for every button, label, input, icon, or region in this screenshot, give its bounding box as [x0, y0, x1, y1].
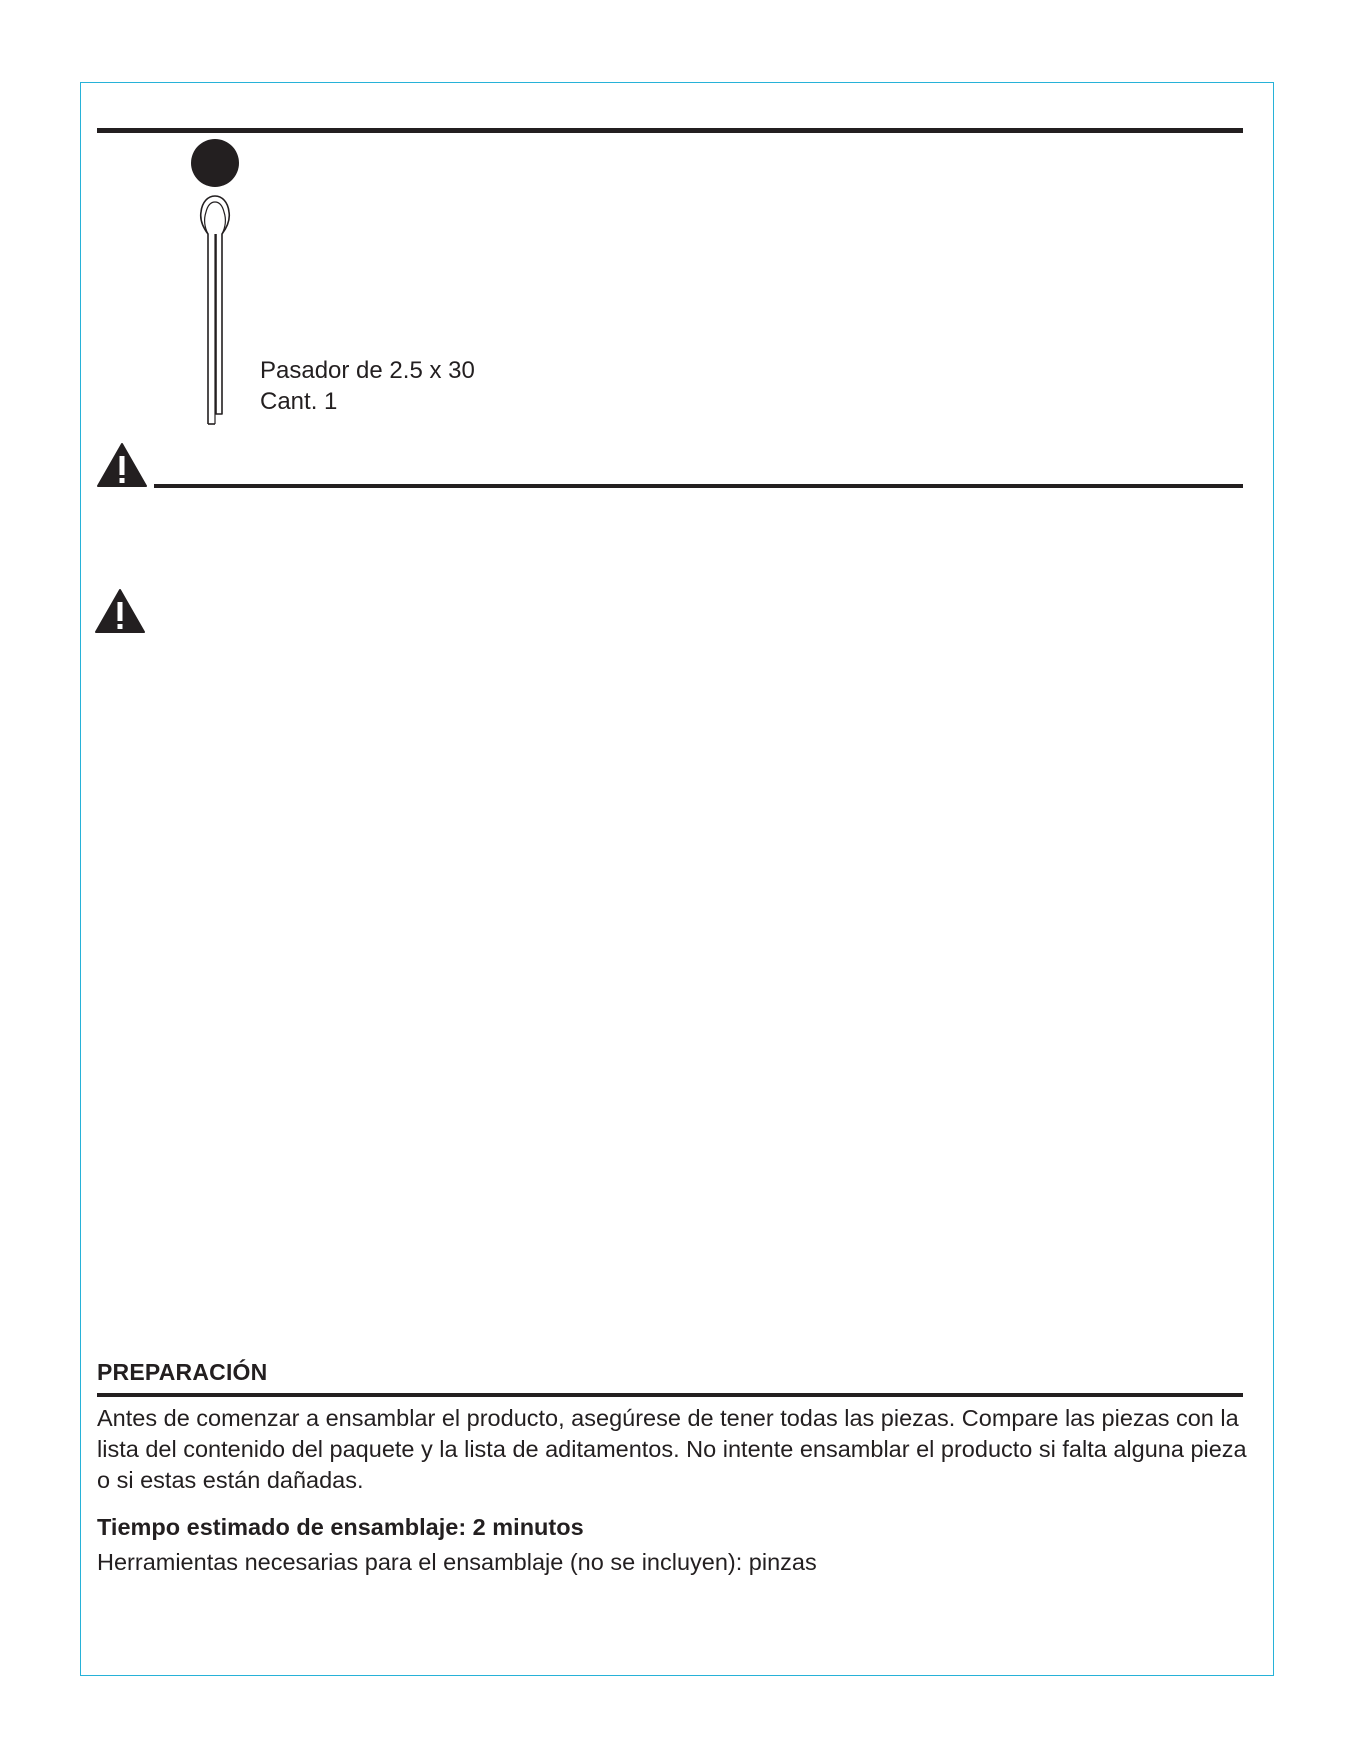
- warning-triangle-icon: [96, 442, 148, 488]
- preparation-body: Antes de comenzar a ensamblar el producto, asegúrese de tener todas las piezas. Compare las piezas con la lista del contenido del paquete y la lista de aditamentos. No intente ensamblar el producto si falta alguna pieza o si estas están dañadas.: [97, 1405, 1247, 1493]
- part-name: Pasador de 2.5 x 30: [260, 357, 475, 384]
- warning-triangle-icon: [94, 588, 146, 634]
- part-badge: [191, 139, 239, 187]
- cotter-pin-icon: [198, 194, 234, 426]
- part-quantity: Cant. 1: [260, 388, 338, 415]
- assembly-time: Tiempo estimado de ensamblaje: 2 minutos: [97, 1514, 584, 1540]
- hardware-section-rule: [97, 128, 1243, 133]
- preparation-heading: PREPARACIÓN: [97, 1359, 268, 1385]
- preparation-rule: [97, 1393, 1243, 1397]
- warning-section-rule: [154, 484, 1243, 488]
- tools-needed: Herramientas necesarias para el ensamblaje (no se incluyen): pinzas: [97, 1549, 817, 1575]
